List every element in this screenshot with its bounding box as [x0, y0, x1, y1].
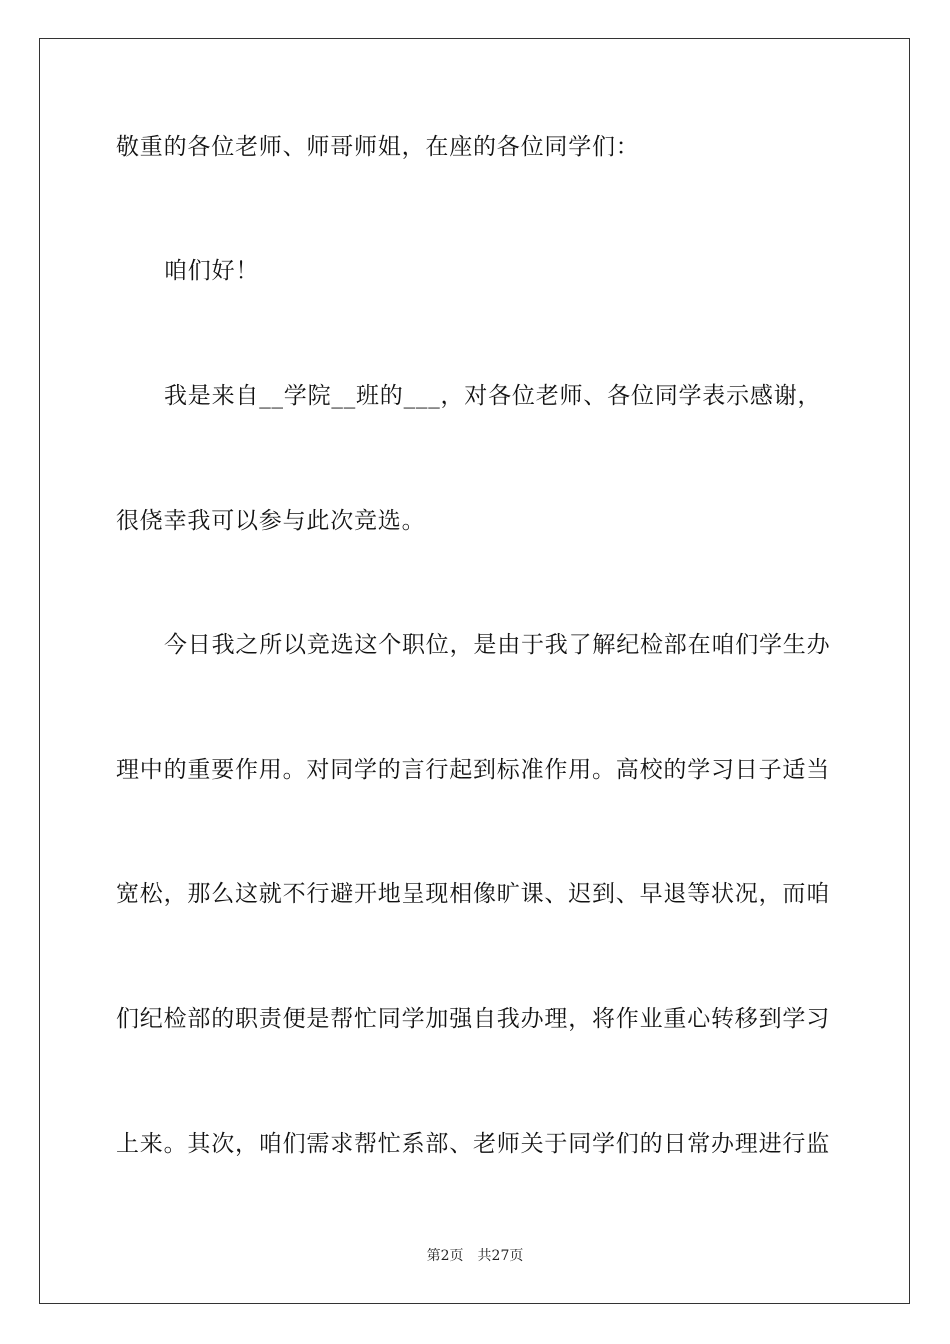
page-number: 第2页 — [426, 1248, 464, 1264]
page-footer — [0, 1246, 950, 1266]
page-total: 共27页 — [477, 1248, 524, 1264]
body-line: 们纪检部的职责便是帮忙同学加强自我办理，将作业重心转移到学习 — [116, 1006, 830, 1032]
body-line: 很侥幸我可以参与此次竞选。 — [116, 508, 426, 534]
salutation-line: 敬重的各位老师、师哥师姐，在座的各位同学们： — [116, 134, 640, 160]
body-line: 理中的重要作用。对同学的言行起到标准作用。高校的学习日子适当 — [116, 757, 830, 783]
page-frame — [39, 38, 910, 1304]
body-line: 宽松，那么这就不行避开地呈现相像旷课、迟到、早退等状况，而咱 — [116, 881, 830, 907]
body-line: 今日我之所以竞选这个职位，是由于我了解纪检部在咱们学生办 — [164, 632, 831, 658]
greeting-line: 咱们好！ — [164, 258, 260, 284]
body-line: 上来。其次，咱们需求帮忙系部、老师关于同学们的日常办理进行监 — [116, 1131, 830, 1157]
body-line: 我是来自__学院__班的___，对各位老师、各位同学表示感谢， — [164, 383, 822, 409]
